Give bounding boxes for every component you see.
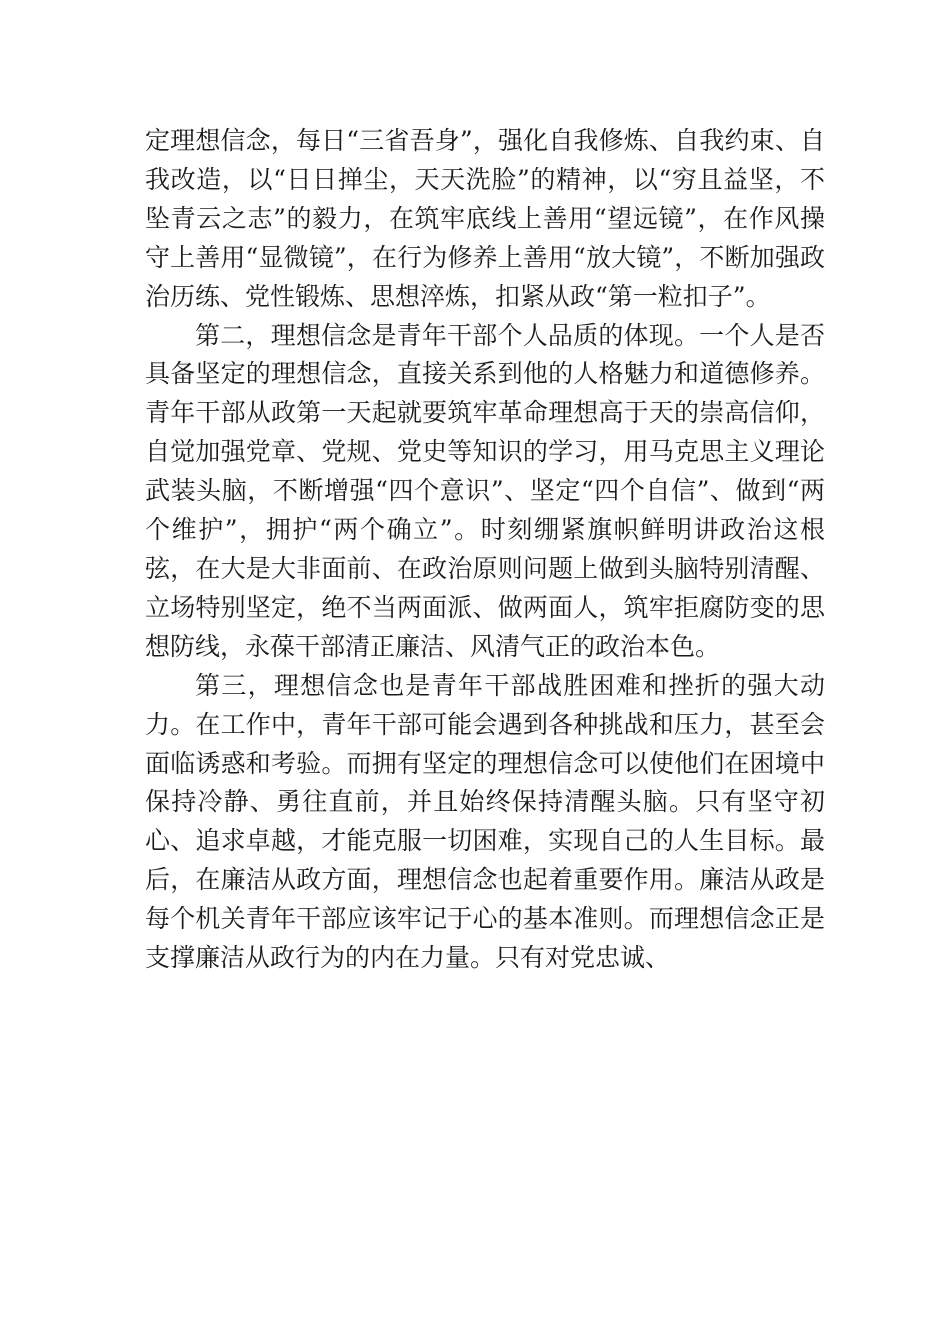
body-text: [145, 122, 825, 978]
paragraph-third-point: 第三，理想信念也是青年干部战胜困难和挫折的强大动力。在工作中，青年干部可能会遇到各种挑战和压力，甚至会面临诱惑和考验。而拥有坚定的理想信念可以使他们在困境中保持冷静、勇往直前，并且始终保持清醒头脑。只有坚守初心、追求卓越，才能克服一切困难，实现自己的人生目标。最后，在廉洁从政方面，理想信念也起着重要作用。廉洁从政是每个机关青年干部应该牢记于心的基本准则。而理想信念正是支撑廉洁从政行为的内在力量。只有对党忠诚、: [145, 670, 825, 973]
paragraph-second-point: 第二，理想信念是青年干部个人品质的体现。一个人是否具备坚定的理想信念，直接关系到他的人格魅力和道德修养。青年干部从政第一天起就要筑牢革命理想高于天的崇高信仰，自觉加强党章、党规、党史等知识的学习，用马克思主义理论武装头脑，不断增强“四个意识”、坚定“四个自信”、做到“两个维护”，拥护“两个确立”。时刻绷紧旗帜鲜明讲政治这根弦，在大是大非面前、在政治原则问题上做到头脑特别清醒、立场特别坚定，绝不当两面派、做两面人，筑牢拒腐防变的思想防线，永葆干部清正廉洁、风清气正的政治本色。: [145, 320, 825, 661]
paragraph-continuation: 定理想信念，每日“三省吾身”，强化自我修炼、自我约束、自我改造，以“日日掸尘，天天洗脸”的精神，以“穷且益坚，不坠青云之志”的毅力，在筑牢底线上善用“望远镜”，在作风操守上善用“显微镜”，在行为修养上善用“放大镜”，不断加强政治历练、党性锻炼、思想淬炼，扣紧从政“第一粒扣子”。: [145, 126, 825, 311]
